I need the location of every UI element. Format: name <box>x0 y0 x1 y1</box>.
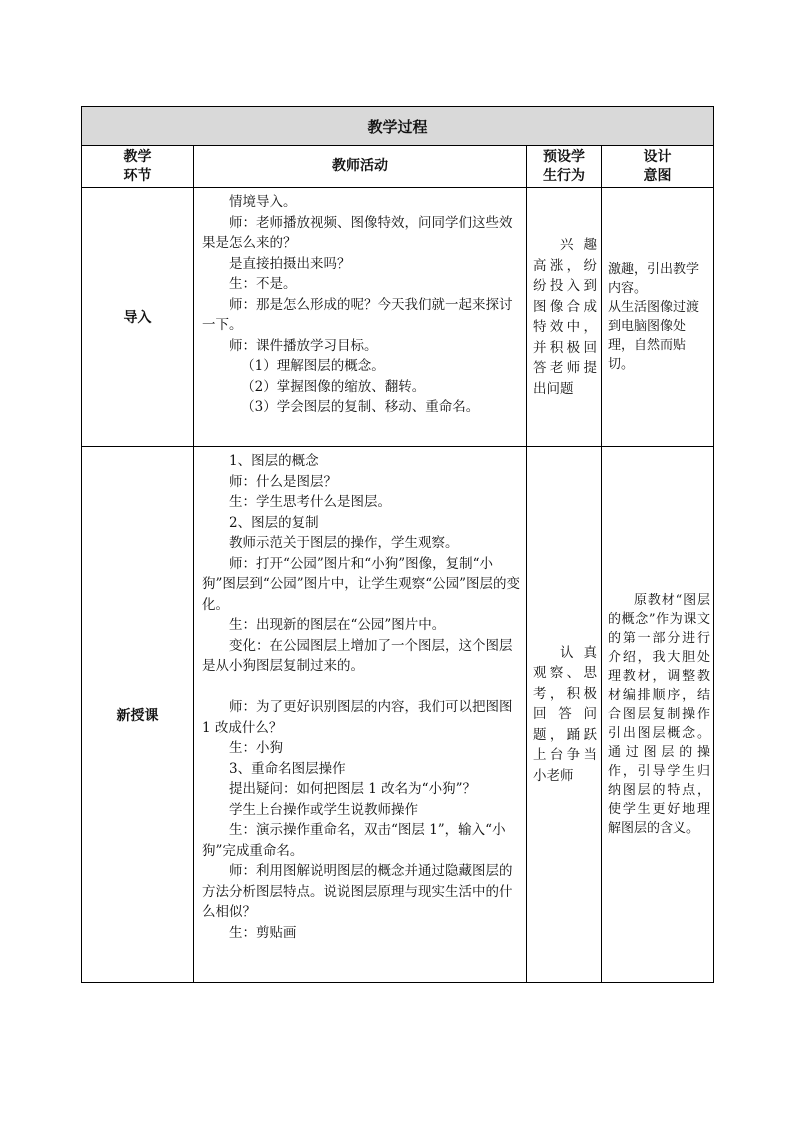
table-row <box>82 447 714 983</box>
header-row <box>82 146 714 188</box>
stage-cell: 导入 <box>82 188 194 447</box>
text-line: 师：老师播放视频、图像特效，问同学们这些效果是怎么来的？ <box>202 214 513 251</box>
text-line: 1、图层的概念 <box>229 453 319 469</box>
student-behavior-cell <box>527 447 602 983</box>
text-line: 2、图层的复制 <box>229 514 319 531</box>
objective-item: （3）学会图层的复制、移动、重命名。 <box>241 399 480 415</box>
text-line: 生：学生思考什么是图层。 <box>229 494 391 510</box>
teaching-process-table <box>81 106 714 983</box>
text-line: 生：出现新的图层在“公园”图片中。 <box>229 617 446 633</box>
text-line: 3、重命名图层操作 <box>229 760 346 777</box>
text-line: 师：为了更好识别图层的内容，我们可以把图图 1 改成什么？ <box>202 699 513 736</box>
header-teacher: 教师活动 <box>194 146 527 188</box>
design-intent-cell <box>602 188 714 447</box>
blank-line <box>202 677 520 698</box>
text-line: 生：剪贴画 <box>229 924 297 941</box>
header-design: 设计 意图 <box>602 146 714 188</box>
student-behavior-cell <box>527 188 602 447</box>
text-line: 师：什么是图层？ <box>229 473 337 490</box>
design-intent-cell <box>602 447 714 983</box>
text-line: 生：不是。 <box>229 276 297 292</box>
objective-item: （1）理解图层的概念。 <box>241 358 385 374</box>
text-line: 生：演示操作重命名，双击“图层 1”，输入“小狗”完成重命名。 <box>202 822 506 859</box>
teacher-activity-cell <box>194 188 527 447</box>
teacher-activity-cell <box>194 447 527 983</box>
text-line: 提出疑问：如何把图层 1 改名为“小狗”？ <box>229 781 476 797</box>
text-line: 变化：在公园图层上增加了一个图层，这个图层是从小狗图层复制过来的。 <box>202 637 513 674</box>
text-line: 生：小狗 <box>229 740 283 756</box>
text-line: 情境导入。 <box>229 194 297 210</box>
design-text: 激趣，引出教学内容。 <box>608 262 700 296</box>
table-row <box>82 188 714 447</box>
text-line: 师：打开“公园”图片和“小狗”图像，复制“小狗”图层到“公园”图片中，让学生观察“公园”图层的变化。 <box>202 555 521 613</box>
header-stage: 教学 环节 <box>82 146 194 188</box>
table-title: 教学过程 <box>82 107 714 146</box>
objective-item: （2）掌握图像的缩放、翻转。 <box>241 378 426 395</box>
design-text: 原教材“图层的概念”作为课文的第一部分进行介绍，我大胆处理教材，调整教材编排顺序，结合图层复制操作引出图层概念。通过图层的操作，引导学生归纳图层的特点，使学生更好地理解图层的含义。 <box>608 593 711 836</box>
text-line: 师：课件播放学习目标。 <box>229 337 378 354</box>
stage-cell: 新授课 <box>82 447 194 983</box>
text-line: 师：那是怎么形成的呢？今天我们就一起来探讨一下。 <box>202 296 513 333</box>
text-line: 教师示范关于图层的操作，学生观察。 <box>229 535 459 551</box>
text-line: 学生上台操作或学生说教师操作 <box>229 801 418 818</box>
header-student: 预设学 生行为 <box>527 146 602 188</box>
text-line: 是直接拍摄出来吗？ <box>229 255 351 272</box>
design-text: 从生活图像过渡到电脑图像处理，自然而贴切。 <box>608 300 700 372</box>
text-line: 师：利用图解说明图层的概念并通过隐藏图层的方法分析图层特点。说说图层原理与现实生活中的什么相似？ <box>202 863 513 920</box>
student-text: 兴趣高涨，纷纷投入到图像合成特效中，并积极回答老师提出问题 <box>533 237 597 397</box>
student-text: 认真观察、思考，积极回答问题，踊跃上台争当小老师 <box>533 644 597 784</box>
